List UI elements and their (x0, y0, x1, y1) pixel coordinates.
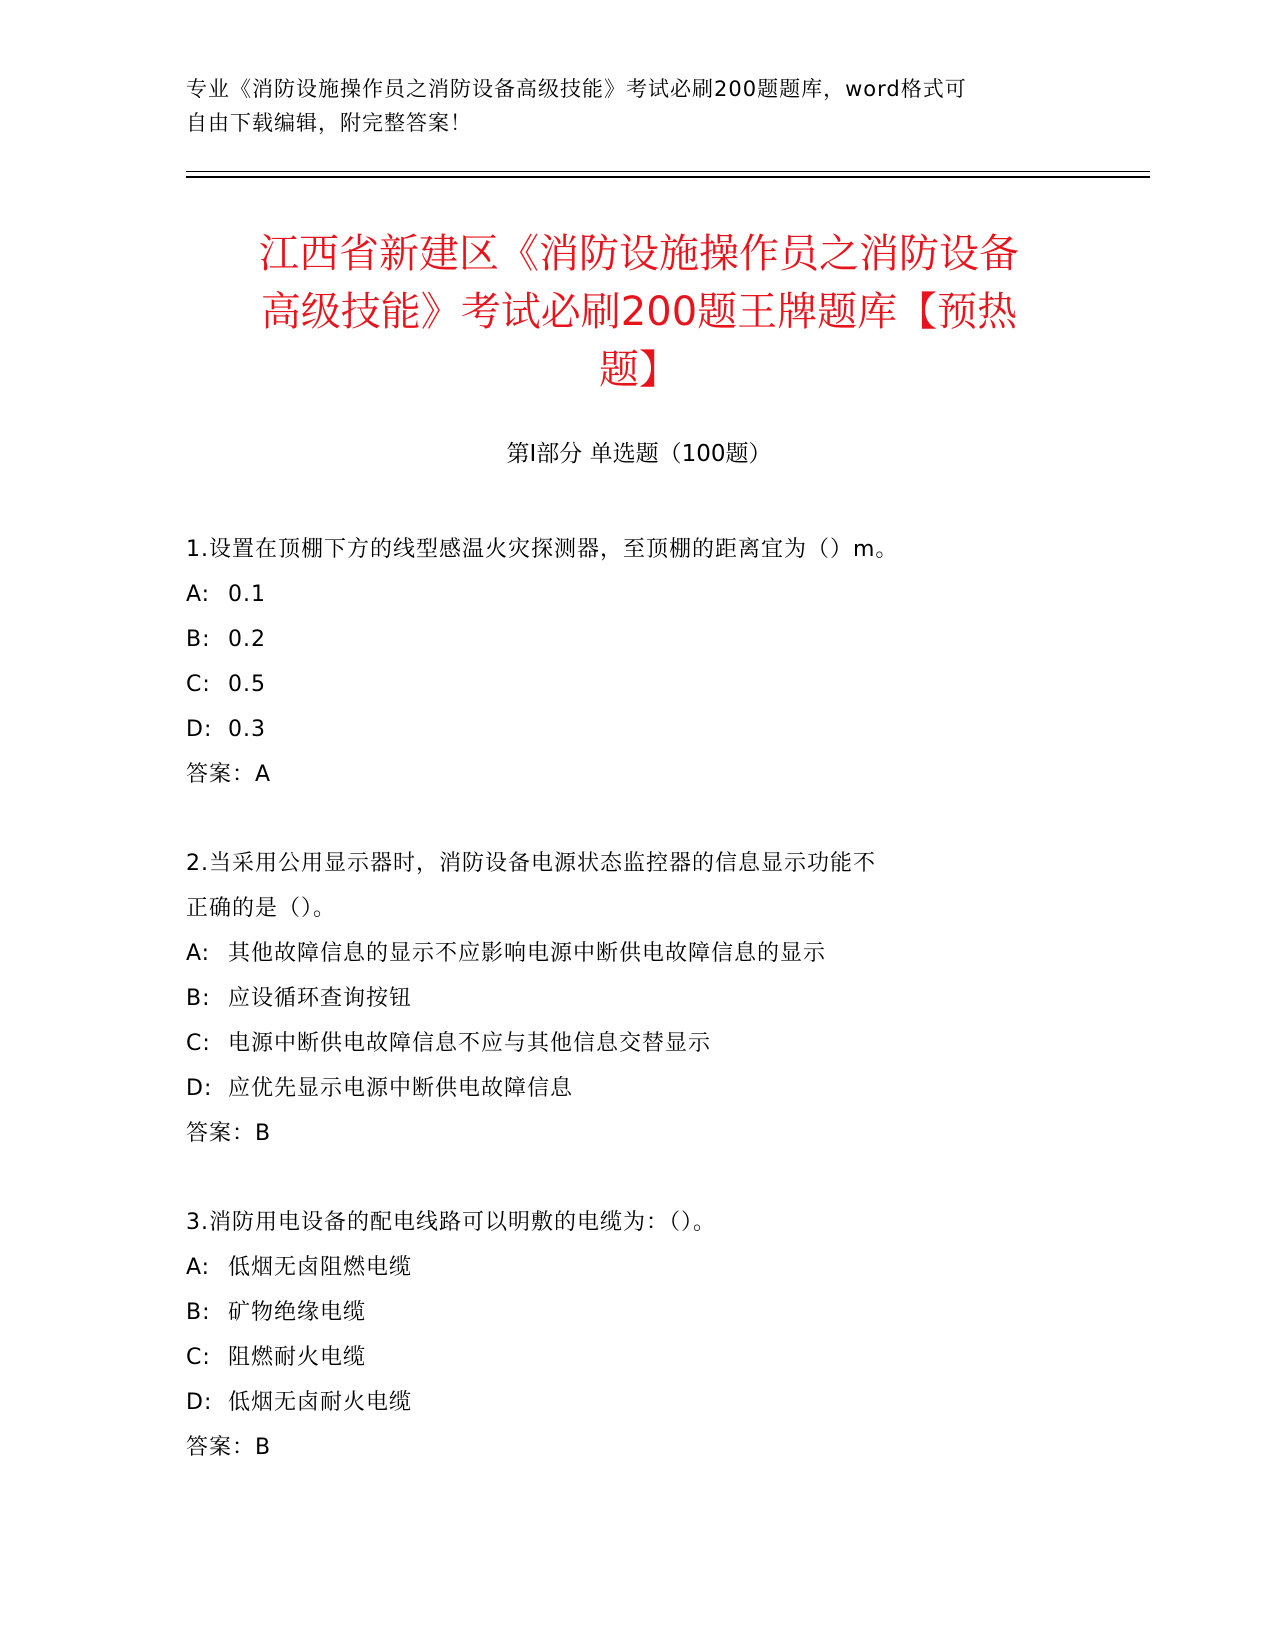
option-text: 其他故障信息的显示不应影响电源中断供电故障信息的显示 (228, 941, 827, 966)
option-letter: D: (186, 717, 213, 742)
question-stem: 3.消防用电设备的配电线路可以明敷的电缆为：（）。 (186, 1210, 716, 1235)
option-a (186, 1245, 1066, 1290)
option-letter: A: (186, 1255, 211, 1280)
option-text: 应设循环查询按钮 (228, 986, 413, 1011)
option-d (186, 707, 1066, 752)
option-letter: B: (186, 627, 211, 652)
option-text: 应优先显示电源中断供电故障信息 (228, 1076, 574, 1101)
question-1 (186, 527, 1066, 797)
intro-line-2: 自由下载编辑，附完整答案！ (186, 111, 472, 135)
option-c (186, 1335, 1066, 1380)
option-letter: B: (186, 986, 211, 1011)
header-divider-thin (186, 171, 1150, 172)
answer: 答案：B (186, 1121, 272, 1146)
option-letter: A: (186, 941, 211, 966)
question-stem-continued: 正确的是（）。 (186, 896, 337, 921)
option-text: 低烟无卤耐火电缆 (228, 1390, 413, 1415)
option-d (186, 1380, 1066, 1425)
option-c (186, 1021, 1066, 1066)
option-b (186, 1290, 1066, 1335)
header-divider-thick (186, 176, 1150, 178)
title-line-3: 题】 (599, 347, 679, 393)
option-letter: C: (186, 1031, 211, 1056)
section-heading: 第Ⅰ部分 单选题（100题） (506, 441, 772, 467)
answer: 答案：B (186, 1435, 272, 1460)
option-letter: B: (186, 1300, 211, 1325)
option-text: 电源中断供电故障信息不应与其他信息交替显示 (228, 1031, 712, 1056)
option-a (186, 572, 1066, 617)
option-letter: A: (186, 582, 211, 607)
option-b (186, 617, 1066, 662)
document-title (186, 225, 1092, 399)
question-list (186, 527, 1066, 1514)
option-text: 0.5 (228, 672, 266, 697)
option-a (186, 931, 1066, 976)
option-text: 低烟无卤阻燃电缆 (228, 1255, 413, 1280)
option-text: 0.1 (228, 582, 266, 607)
intro-text (186, 72, 1066, 140)
option-b (186, 976, 1066, 1021)
question-stem: 1.设置在顶棚下方的线型感温火灾探测器，至顶棚的距离宜为（）m。 (186, 537, 899, 562)
question-2 (186, 841, 1066, 1156)
answer: 答案：A (186, 762, 272, 787)
option-letter: D: (186, 1390, 213, 1415)
title-line-1: 江西省新建区《消防设施操作员之消防设备 (259, 231, 1019, 277)
title-line-2: 高级技能》考试必刷200题王牌题库【预热 (260, 289, 1018, 335)
option-text: 0.3 (228, 717, 266, 742)
option-text: 0.2 (228, 627, 266, 652)
question-stem: 2.当采用公用显示器时，消防设备电源状态监控器的信息显示功能不 (186, 851, 876, 876)
option-letter: C: (186, 1345, 211, 1370)
intro-line-1: 专业《消防设施操作员之消防设备高级技能》考试必刷200题题库，word格式可 (186, 77, 967, 101)
option-letter: D: (186, 1076, 213, 1101)
option-c (186, 662, 1066, 707)
option-d (186, 1066, 1066, 1111)
option-text: 阻燃耐火电缆 (228, 1345, 367, 1370)
option-letter: C: (186, 672, 211, 697)
option-text: 矿物绝缘电缆 (228, 1300, 367, 1325)
question-3 (186, 1200, 1066, 1470)
